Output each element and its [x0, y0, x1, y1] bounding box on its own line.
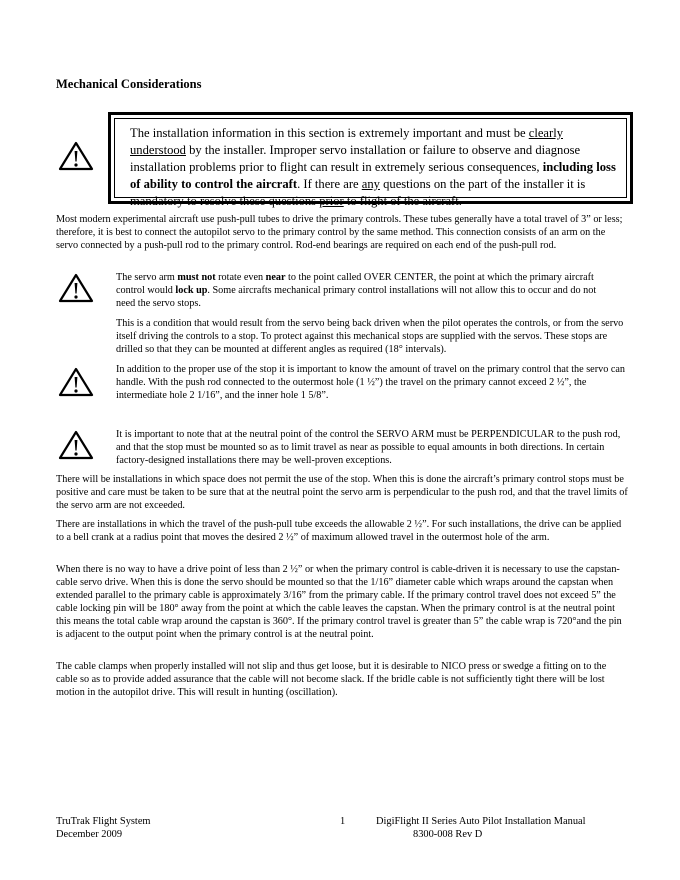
warning-box — [108, 112, 633, 208]
paragraph-push-pull: Most modern experimental aircraft use push-pull tubes to drive the primary controls. These tubes generally have a total travel of 3” or less; therefore, it is best to connect the autopilot servo to the primary control by the same method. This connection consists of an arm on the servo connected by a push-pull rod to the primary control. Rod-end bearings are required on each end of the push-pull rod. — [56, 214, 623, 251]
warning-text-underlined: prior — [319, 194, 344, 208]
warning-perpendicular: It is important to note that at the neutral point of the control the SERVO ARM must be PERPENDICULAR to the push rod, and that the stop must be mounted so as to limit travel as near as possible to equal amounts in both directions. In certain factory-designed installations there may be well-proven exceptions. — [116, 429, 621, 466]
warning-text-bold: must not — [177, 272, 216, 283]
warning-servo-arm — [116, 272, 608, 311]
warning-text-underlined: any — [361, 177, 380, 191]
warning-text-bold: near — [265, 272, 286, 283]
section-heading: Mechanical Considerations — [56, 77, 202, 91]
warning-icon — [57, 429, 95, 461]
paragraph-no-stop: There will be installations in which space does not permit the use of the stop. When this is done the aircraft’s primary control stops must be positive and care must be taken to be sure that at the neutral point the servo arm is perpendicular to the push rod, and that the travel limits of the servo arm are not exceeded. — [56, 474, 628, 511]
warning-icon — [57, 140, 95, 172]
warning-text: The servo arm — [116, 272, 178, 283]
warning-text: questions on the part of the installer it is mandatory to resolve these questions — [130, 177, 586, 208]
warning-text: to flight of the aircraft. — [343, 194, 462, 208]
warning-icon — [57, 272, 95, 304]
warning-icon — [57, 366, 95, 398]
warning-text-underlined: clearly understood — [130, 126, 563, 157]
paragraph-capstan: When there is no way to have a drive point of less than 2 ½” or when the primary control is cable-driven it is necessary to use the capstan-cable servo drive. When this is done the servo should be mounted so that the 1/16” diameter cable which wraps around the capstan when extended parallel to the primary cable is approximately 3/16” from the primary cable. If the primary control travel does not exceed 5” the cable locking pin will be 180° away from the point at which the cable leaves the capstan. When the primary control is at the neutral point this means the total cable wrap around the capstan is 360°. If the primary control travel is greater than 5” the cable wrap is 720°and the pin is adjacent to the output point when the primary control is at the neutral point. — [56, 564, 622, 640]
warning-text: The installation information in this section is extremely important and must be — [130, 126, 529, 140]
warning-text: to the point called OVER CENTER, the point at which the primary aircraft control would — [116, 272, 594, 296]
warning-text-bold: lock up — [175, 284, 208, 296]
warning-travel-limits: In addition to the proper use of the stop it is important to know the amount of travel on the primary control that the servo can handle. With the push rod connected to the outermost hole (1 ½”) the travel on the primary cannot exceed 2 ½”, the intermediate hole 2 1/16”, and the inner hole 1 5/8”. — [116, 364, 625, 401]
paragraph-bell-crank: There are installations in which the travel of the push-pull tube exceeds the allowable 2 ½”. For such installations, the drive can be applied to a bell crank at a radius point that moves the desired 2 ½” of maximum allowed travel in the outermost hole of the arm. — [56, 519, 622, 543]
warning-text: by the installer. Improper servo installation or failure to observe and diagnose installation problems prior to flight can result in extremely serious consequences, — [130, 143, 581, 174]
warning-text: rotate even — [215, 272, 266, 283]
footer-company: TruTrak Flight System — [56, 816, 151, 827]
footer-date: December 2009 — [56, 829, 123, 840]
paragraph-servo-stops: This is a condition that would result from the servo being back driven when the pilot operates the controls, or from the servo itself driving the controls to a stop. To protect against this mechanical stops are supplied with the servos. These stops are drilled so that they can be mounted at different angles as required (18° intervals). — [116, 318, 624, 355]
footer-page-number: 1 — [340, 816, 346, 827]
warning-text-bold: including loss of ability to control the aircraft — [130, 160, 616, 191]
footer-doc-number: 8300-008 Rev D — [413, 829, 483, 840]
footer-manual-title: DigiFlight II Series Auto Pilot Installation Manual — [376, 816, 586, 827]
warning-text: . If there are — [297, 177, 362, 191]
warning-box-text — [114, 118, 627, 208]
paragraph-cable-clamps: The cable clamps when properly installed will not slip and thus get loose, but it is desirable to NICO press or swedge a fitting on to the cable so as to provide added assurance that the cable will not become slack. If the bridle cable is not sufficiently tight there will be lost motion in the autopilot drive. This will result in hunting (oscillation). — [56, 661, 607, 698]
warning-text: . Some aircrafts mechanical primary control installations will not allow this to occur and do not need the servo stops. — [116, 284, 597, 309]
